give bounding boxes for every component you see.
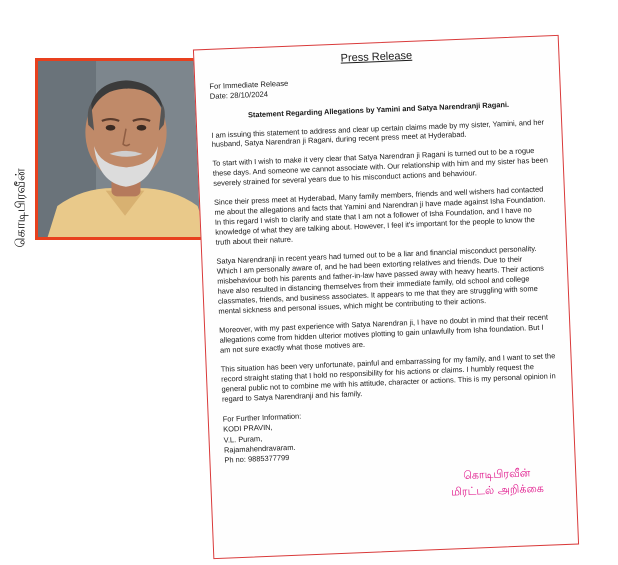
press-release-sheet <box>193 35 579 559</box>
date-line: Date: 28/10/2024 <box>209 89 269 102</box>
portrait-illustration <box>38 61 214 237</box>
tamil-stamp-line-2: மிரட்டல் அறிக்கை <box>450 481 545 499</box>
portrait-photo <box>35 58 217 240</box>
paragraph-motives: Moreover, with my past experience with Satya Narendran ji, I have no doubt in mind that their recent allegations come from hidden ulterior motives plotting to gain unlawfully from Isha foundation. But I am not sure exactly what those motives are. <box>219 312 549 355</box>
contact-block <box>223 401 561 466</box>
contact-address-2: Rajamahendravaram. <box>223 442 296 455</box>
contact-name: KODI PRAVIN, <box>223 423 273 435</box>
paragraph-conduct: Satya Narendranji in recent years had turned out to be a liar and financial misconduct personality. Which I am personally aware of, and he had been extorting relatives and friends. Due to their misbehaviour both his parents and father-in-law have passed away with heavy hearts. Their actions have also resulted in distancing themselves from their immediate family, old school and college classmates, friends, and business associates. It appears to me that they are struggling with some mental sickness and personal issues, which might be contributing to their actions. <box>216 244 545 316</box>
tamil-stamp-line-1: கொடிபிரவீன் <box>463 466 531 483</box>
paragraph-conclusion: This situation has been very unfortunate, painful and embarrassing for my family, and I want to set the record straight stating that I hold no responsibility for his actions or claims. I humbly request the general public not to combine me with his attitude, character or actions. This is my personal opinion in regard to Satya Narendranji and his family. <box>220 351 556 404</box>
paragraph-intro: I am issuing this statement to address and clear up certain claims made by my sister, Yamini, and her husband, Satya Narendran ji Ragani, during recent press meet at Hyderabad. <box>211 117 545 150</box>
paragraph-clarification: Since their press meet at Hyderabad, Many family members, friends and well wishers had contacted me about the allegations and facts that Yamini and Narendran ji have made against Isha Foundation. In this regard I wish to clarify and state that I am not a follower of Isha Foundation, and I have no knowledge of what they are talking about. However, I feel it's important for the people to know the truth about their nature. <box>213 185 546 248</box>
contact-address-1: V.L. Puram, <box>223 433 263 445</box>
contact-heading: For Further Information: <box>222 411 302 424</box>
contact-phone: Ph no: 9885377799 <box>224 453 290 465</box>
tamil-caption-stamp <box>450 465 544 501</box>
paragraph-relationship: To start with I wish to make it very clear that Satya Narendran ji Ragani is turned out to be a rogue these days. And someone we cannot associate with. Our relationship with him and my sister has been severely strained for several years due to his misconduct actions and behaviour. <box>212 146 549 189</box>
press-release-document <box>193 35 579 559</box>
release-line: For Immediate Release <box>209 78 289 91</box>
side-caption-text: கொடிபிரவீன் <box>14 168 30 248</box>
statement-subject: Statement Regarding Allegations by Yamini and Satya Narendranji Ragani. <box>247 99 510 119</box>
document-title: Press Release <box>340 49 413 65</box>
